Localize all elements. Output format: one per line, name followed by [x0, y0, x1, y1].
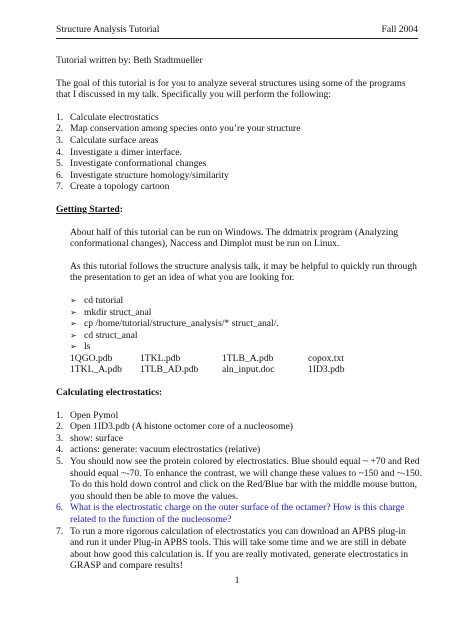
file-listing: [56, 353, 422, 376]
list-item: 5. Investigate conformational changes: [56, 158, 207, 170]
header-title: Structure Analysis Tutorial: [56, 24, 160, 35]
file-name: copox.txt: [308, 352, 344, 364]
header-term: Fall 2004: [381, 24, 418, 35]
list-item: 2. Open 1ID3.pdb (A histone octomer core of a nucleosome): [56, 421, 293, 433]
page-body: [56, 55, 422, 572]
list-item: ➢ cp /home/tutorial/structure_analysis/* struct_anal/.: [70, 318, 279, 330]
page-number: 1: [234, 575, 240, 586]
running-header: [56, 24, 418, 39]
arrow-bullet-icon: ➢: [70, 307, 77, 317]
list-item: 1. Calculate electrostatics: [56, 111, 159, 123]
arrow-bullet-icon: ➢: [70, 319, 77, 329]
file-name: aln_input.doc: [222, 364, 275, 376]
section-heading-electrostatics: Calculating electrostatics:: [56, 387, 163, 399]
list-item: 6. Investigate structure homology/similarity: [56, 169, 229, 181]
list-item: 3. Calculate surface areas: [56, 134, 159, 146]
list-item: 4. actions: generate: vacuum electrostatics (relative): [56, 444, 261, 456]
list-item: ➢ cd struct_anal: [70, 329, 138, 341]
list-item: 3. show: surface: [56, 432, 124, 444]
list-item: ➢ mkdir struct_anal: [70, 306, 152, 318]
list-item: 5. You should now see the protein colored by electrostatics. Blue should equal ~ +70 and Red should equal ~-70. To enhance the contrast, we will change these values to ~150 and ~-150. To do this hold down control and click on the Red/Blue bar with the middle mouse button, you should then be able to move the values.: [56, 456, 423, 502]
list-item: ➢ cd tutorial: [70, 294, 124, 306]
list-item: 1. Open Pymol: [56, 409, 119, 421]
list-item: 7. Create a topology cartoon: [56, 181, 170, 193]
arrow-bullet-icon: ➢: [70, 295, 77, 305]
author-line: Tutorial written by: Beth Stadtmueller: [56, 55, 203, 66]
electrostatics-steps: [56, 410, 422, 572]
file-name: 1TKL.pdb: [140, 352, 181, 364]
file-name: 1TLB_A.pdb: [222, 352, 274, 364]
file-name: 1ID3.pdb: [308, 364, 345, 376]
section-heading-getting-started: Getting Started:: [56, 203, 123, 215]
goals-list: [56, 112, 422, 193]
command-list: [56, 295, 422, 353]
arrow-bullet-icon: ➢: [70, 342, 77, 352]
list-item: 4. Investigate a dimer interface.: [56, 146, 182, 158]
intro-paragraph: The goal of this tutorial is for you to analyze several structures using some of the programs that I discussed in my talk. Specifically you will perform the following:: [56, 77, 406, 101]
getting-started-paragraph-1: About half of this tutorial can be run on Windows. The ddmatrix program (Analyzing conformational changes), Naccess and Dimplot must be run on Linux.: [70, 226, 399, 250]
arrow-bullet-icon: ➢: [70, 330, 77, 340]
file-name: 1TKL_A.pdb: [70, 364, 122, 376]
list-item: ➢ ls: [70, 341, 91, 353]
file-name: 1TLB_AD.pdb: [140, 364, 199, 376]
list-item: 2. Map conservation among species onto you’re your structure: [56, 123, 301, 135]
getting-started-paragraph-2: As this tutorial follows the structure analysis talk, it may be helpful to quickly run through the presentation to get an idea of what you are looking for.: [70, 260, 417, 284]
list-item: 7. To run a more rigorous calculation of electrostatics you can download an APBS plug-in and run it under Plug-in APBS tools. This will take some time and we are still in debate about how good this calculation is. If you are really motivated, generate electrostatics in GRASP and compare results!: [56, 525, 409, 572]
question-item: 6. What is the electrostatic charge on the outer surface of the octamer? How is this charge related to the function of the nucleosome?: [56, 502, 405, 525]
file-name: 1QGO.pdb: [70, 352, 113, 364]
